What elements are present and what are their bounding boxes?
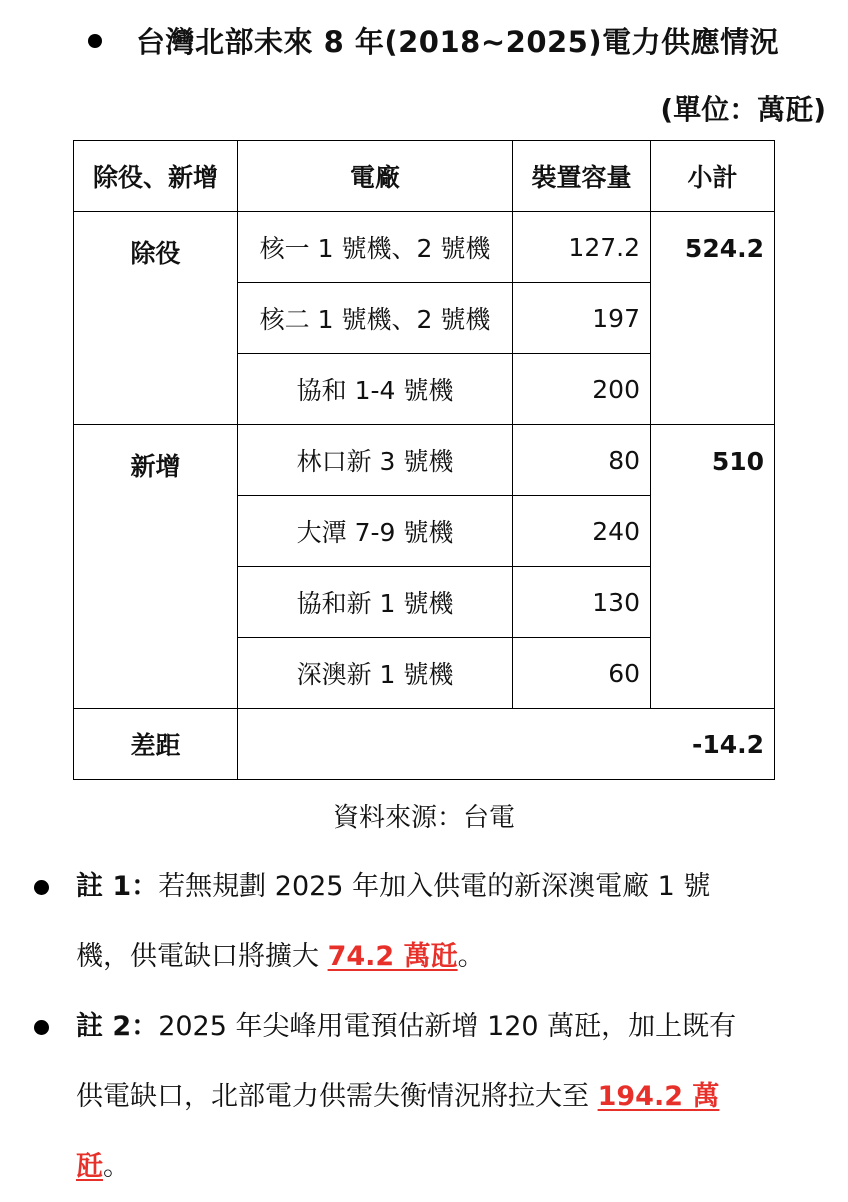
gap-value: -14.2 <box>238 709 775 780</box>
table-row <box>74 425 775 496</box>
note-label: 註 2： <box>76 1011 159 1042</box>
plant-capacity: 127.2 <box>513 212 651 283</box>
plant-capacity: 130 <box>513 567 651 638</box>
plant-capacity: 60 <box>513 638 651 709</box>
note-text: 若無規劃 2025 年加入供電的新深澳電廠 1 號 <box>158 871 711 902</box>
plant-name: 林口新 3 號機 <box>238 425 513 496</box>
note-text: 。 <box>103 1151 130 1182</box>
subtotal-retire: 524.2 <box>651 212 775 425</box>
source-caption: 資料來源：台電 <box>332 803 515 833</box>
note-label: 註 1： <box>76 871 159 902</box>
plant-capacity: 80 <box>513 425 651 496</box>
note-text: 2025 年尖峰用電預估新增 120 萬瓩，加上既有 <box>158 1011 737 1042</box>
note-text: 機，供電缺口將擴大 <box>76 941 328 972</box>
subtotal-add: 510 <box>651 425 775 709</box>
plant-capacity: 200 <box>513 354 651 425</box>
header-category: 除役、新增 <box>74 141 238 212</box>
note-highlight: 瓩 <box>76 1151 103 1182</box>
header-capacity: 裝置容量 <box>513 141 651 212</box>
note-text: 。 <box>457 941 485 972</box>
header-plant: 電廠 <box>238 141 513 212</box>
note-highlight: 74.2 萬瓩 <box>327 941 458 972</box>
plant-capacity: 240 <box>513 496 651 567</box>
plant-name: 大潭 7-9 號機 <box>238 496 513 567</box>
note-highlight: 194.2 萬 <box>597 1081 720 1112</box>
plant-name: 協和新 1 號機 <box>238 567 513 638</box>
table-header-row <box>74 141 775 212</box>
bullet-icon <box>34 880 49 895</box>
note-text: 供電缺口，北部電力供需失衡情況將拉大至 <box>76 1081 598 1112</box>
note-2 <box>34 992 814 1202</box>
gap-label: 差距 <box>74 709 238 780</box>
unit-label: (單位：萬瓩) <box>660 93 826 126</box>
group-label-add: 新增 <box>74 425 238 709</box>
group-label-retire: 除役 <box>74 212 238 425</box>
table-row-gap <box>74 709 775 780</box>
table-row <box>74 212 775 283</box>
header-subtotal: 小計 <box>651 141 775 212</box>
power-supply-table <box>73 140 775 780</box>
plant-name: 協和 1-4 號機 <box>238 354 513 425</box>
bullet-icon <box>88 34 102 48</box>
title-text: 台灣北部未來 8 年(2018~2025)電力供應情況 <box>136 25 780 59</box>
note-1 <box>34 852 814 992</box>
plant-name: 核二 1 號機、2 號機 <box>238 283 513 354</box>
plant-name: 深澳新 1 號機 <box>238 638 513 709</box>
bullet-icon <box>34 1020 49 1035</box>
plant-capacity: 197 <box>513 283 651 354</box>
plant-name: 核一 1 號機、2 號機 <box>238 212 513 283</box>
page-title <box>88 20 779 61</box>
